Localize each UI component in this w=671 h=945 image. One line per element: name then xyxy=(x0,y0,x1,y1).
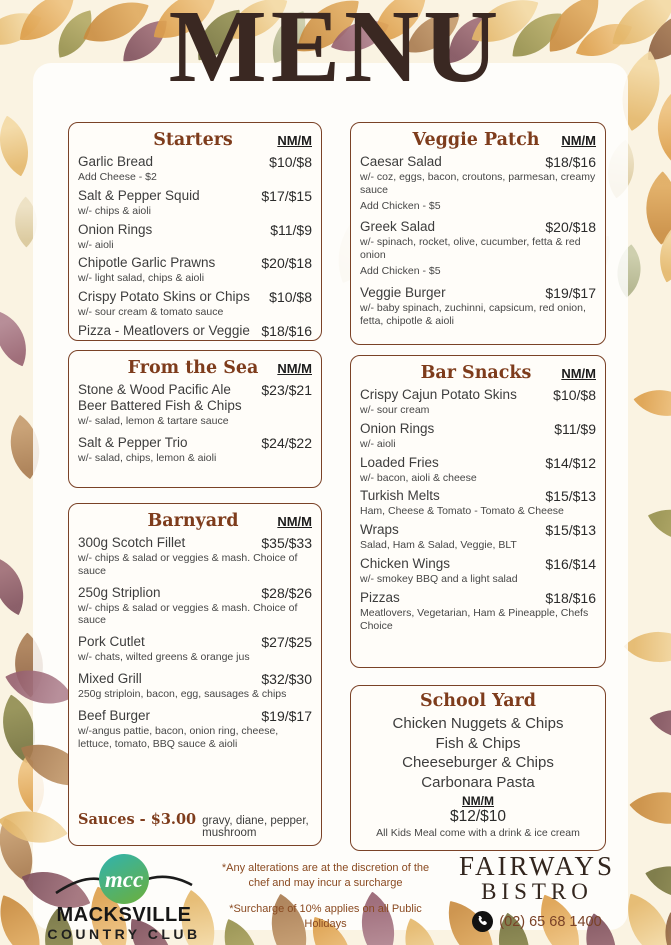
item-description: w/- smokey BBQ and a light salad xyxy=(360,572,518,585)
item-name: Garlic Bread xyxy=(78,154,154,169)
leaf-icon xyxy=(624,612,671,683)
item-description: w/- sour cream xyxy=(360,404,430,416)
menu-item xyxy=(78,634,312,664)
item-description: w/- aioli xyxy=(78,238,114,251)
item-name: Pork Cutlet xyxy=(78,634,145,650)
item-addon: Add Chicken - $5 xyxy=(360,199,441,212)
menu-item xyxy=(360,522,596,552)
menu-item xyxy=(78,708,312,751)
menu-item xyxy=(78,323,312,339)
item-name: Pizzas xyxy=(360,589,400,605)
item-name: Greek Salad xyxy=(360,219,436,235)
item-description: w/- light salad, chips & aioli xyxy=(78,272,205,285)
leaf-icon xyxy=(649,693,671,754)
section-title: Bar Snacks xyxy=(420,363,532,383)
item-description: Add Cheese - $2 xyxy=(78,171,157,183)
kids-menu-item: Cheeseburger & Chips xyxy=(402,754,554,771)
kids-menu-item: Carbonara Pasta xyxy=(421,773,535,791)
item-price: $32/$30 xyxy=(261,670,312,687)
section-title: Veggie Patch xyxy=(412,130,540,150)
item-price: $23/$21 xyxy=(261,382,312,398)
leaf-icon xyxy=(0,559,37,615)
footer xyxy=(45,851,626,943)
item-price: $19/$17 xyxy=(261,707,312,724)
item-name: Mixed Grill xyxy=(78,670,142,686)
leaf-icon xyxy=(629,771,671,844)
item-price: $18/$16 xyxy=(545,154,596,170)
section-barnyard xyxy=(68,503,322,846)
item-price: $17/$15 xyxy=(261,187,312,204)
sauces-footnote xyxy=(78,811,312,839)
menu-item xyxy=(78,222,312,252)
item-description: Ham, Cheese & Tomato - Tomato & Cheese xyxy=(360,505,564,518)
item-price: $15/$13 xyxy=(545,488,596,505)
menu-item xyxy=(78,255,312,285)
item-description: 250g striploin, bacon, egg, sausages & chips xyxy=(78,687,287,700)
item-description: w/- coz, eggs, bacon, croutons, parmesan, creamy sauce xyxy=(360,171,596,196)
menu-item xyxy=(360,590,596,633)
menu-item xyxy=(78,289,312,319)
leaf-icon xyxy=(648,494,671,556)
menu-item xyxy=(78,382,312,428)
logo-name-line2: COUNTRY CLUB xyxy=(47,926,201,942)
item-description: w/- chips & salad or veggies & mash. Choice of sauce xyxy=(78,601,298,627)
restaurant-name-line1: FAIRWAYS xyxy=(458,851,616,881)
item-name: Chipotle Garlic Prawns xyxy=(78,255,216,271)
item-name: Onion Rings xyxy=(78,221,153,237)
item-name: Crispy Cajun Potato Skins xyxy=(360,387,517,402)
item-name: 300g Scotch Fillet xyxy=(78,535,186,550)
item-description: w/-angus pattie, bacon, onion ring, cheese, lettuce, tomato, BBQ sauce & aioli xyxy=(78,724,279,750)
item-description: w/- aioli xyxy=(360,437,396,450)
menu-item xyxy=(78,435,312,465)
svg-text:mcc: mcc xyxy=(104,867,144,892)
page-title: MENU xyxy=(168,0,503,104)
item-name-line2: Beer Battered Fish & Chips xyxy=(78,398,242,413)
disclaimer-text: *Surcharge of 10% applies on all Public Holidays xyxy=(229,902,422,930)
item-name: Onion Rings xyxy=(360,420,435,436)
item-price: $27/$25 xyxy=(261,634,312,651)
item-name: Salt & Pepper Trio xyxy=(78,434,188,450)
section-title: Barnyard xyxy=(147,511,239,531)
kids-menu-item: Fish & Chips xyxy=(435,734,521,752)
section-veggie-patch xyxy=(350,122,606,345)
price-column-header: NM/M xyxy=(277,361,312,376)
item-name: Veggie Burger xyxy=(360,284,446,300)
item-description: w/- bacon, aioli & cheese xyxy=(360,471,477,484)
kids-meal-price: $12/$10 xyxy=(449,808,507,825)
item-name: Wraps xyxy=(360,522,399,538)
item-price: $15/$13 xyxy=(545,522,596,539)
menu-item xyxy=(360,455,596,485)
item-name: 250g Striplion xyxy=(78,584,161,600)
price-column-header: NM/M xyxy=(462,794,494,808)
menu-item xyxy=(78,188,312,218)
macksville-country-club-logo xyxy=(45,851,203,943)
restaurant-brand xyxy=(448,851,626,932)
section-school-yard xyxy=(350,685,606,851)
item-name: Turkish Melts xyxy=(360,488,440,504)
logo-name-line1: MACKSVILLE xyxy=(56,904,192,926)
restaurant-name-line2: BISTRO xyxy=(481,879,593,904)
item-description: Meatlovers, Vegetarian, Ham & Pineapple, Chefs Choice xyxy=(360,606,589,632)
section-title: Starters xyxy=(153,130,233,150)
section-title: From the Sea xyxy=(127,358,259,378)
phone-icon xyxy=(472,911,493,932)
price-column-header: NM/M xyxy=(277,514,312,529)
item-description: w/- chats, wilted greens & orange jus xyxy=(78,651,250,664)
menu-item xyxy=(78,535,312,578)
item-description: w/- salad, chips, lemon & aioli xyxy=(78,451,217,464)
item-name: Caesar Salad xyxy=(360,154,442,169)
item-price: $11/$9 xyxy=(270,221,312,238)
item-name: Loaded Fries xyxy=(360,454,439,470)
menu-item xyxy=(360,387,596,417)
item-name: Crispy Potato Skins or Chips xyxy=(78,289,250,305)
menu-item xyxy=(360,219,596,277)
item-price: $10/$8 xyxy=(269,289,312,306)
item-price: $14/$12 xyxy=(545,454,596,471)
section-bar-snacks xyxy=(350,355,606,668)
item-price: $18/$16 xyxy=(261,322,312,339)
item-description: Salad, Ham & Salad, Veggie, BLT xyxy=(360,539,517,552)
item-price: $10/$8 xyxy=(553,387,596,403)
price-column-header: NM/M xyxy=(561,133,596,148)
item-price: $11/$9 xyxy=(554,420,596,437)
phone-number: (02) 65 68 1400 xyxy=(499,913,602,930)
item-price: $18/$16 xyxy=(545,589,596,606)
item-description: w/- baby spinach, zuchinni, capsicum, red onion, fetta, chipotle & aioli xyxy=(360,301,586,327)
menu-item xyxy=(78,154,312,184)
item-description: w/- salad, lemon & tartare sauce xyxy=(78,414,229,427)
menu-item xyxy=(78,585,312,628)
sauces-label: Sauces - $3.00 xyxy=(78,811,197,828)
disclaimer-notes xyxy=(203,851,448,942)
kids-meal-note: All Kids Meal come with a drink & ice cream xyxy=(376,827,580,839)
item-name: Beef Burger xyxy=(78,707,151,723)
menu-item xyxy=(360,488,596,518)
kids-menu-item: Chicken Nuggets & Chips xyxy=(392,715,564,732)
item-price: $16/$14 xyxy=(545,555,596,572)
item-price: $20/$18 xyxy=(545,219,596,236)
section-title: School Yard xyxy=(419,691,537,711)
item-description: w/- spinach, rocket, olive, cucumber, fetta & red onion xyxy=(360,236,581,262)
menu-item xyxy=(360,421,596,451)
section-from-the-sea xyxy=(68,350,322,488)
item-description: w/- chips & salad or veggies & mash. Choice of sauce xyxy=(78,552,298,577)
price-column-header: NM/M xyxy=(277,133,312,148)
item-price: $35/$33 xyxy=(261,535,312,551)
leaf-icon xyxy=(625,171,671,245)
item-description: w/- chips & aioli xyxy=(78,204,151,217)
leaf-icon xyxy=(634,374,671,433)
item-price: $20/$18 xyxy=(261,255,312,272)
item-description: w/- sour cream & tomato sauce xyxy=(78,306,224,319)
item-name: Pizza - Meatlovers or Veggie xyxy=(78,322,250,338)
item-addon: Add Chicken - $5 xyxy=(360,264,441,277)
item-price: $19/$17 xyxy=(545,284,596,301)
item-price: $24/$22 xyxy=(261,434,312,451)
menu-item xyxy=(360,285,596,328)
item-name: Stone & Wood Pacific Ale xyxy=(78,382,231,397)
section-starters xyxy=(68,122,322,341)
menu-item xyxy=(78,671,312,701)
item-price: $10/$8 xyxy=(269,154,312,170)
mcc-logo-icon xyxy=(54,851,194,909)
item-name: Chicken Wings xyxy=(360,555,451,571)
item-name: Salt & Pepper Squid xyxy=(78,187,200,203)
price-column-header: NM/M xyxy=(561,366,596,381)
menu-item xyxy=(360,154,596,212)
item-price: $28/$26 xyxy=(261,584,312,601)
disclaimer-text: *Any alterations are at the discretion of the chef and may incur a surcharge xyxy=(221,862,430,889)
sauces-options: gravy, diane, pepper, mushroom xyxy=(202,815,309,839)
menu-item xyxy=(360,556,596,586)
